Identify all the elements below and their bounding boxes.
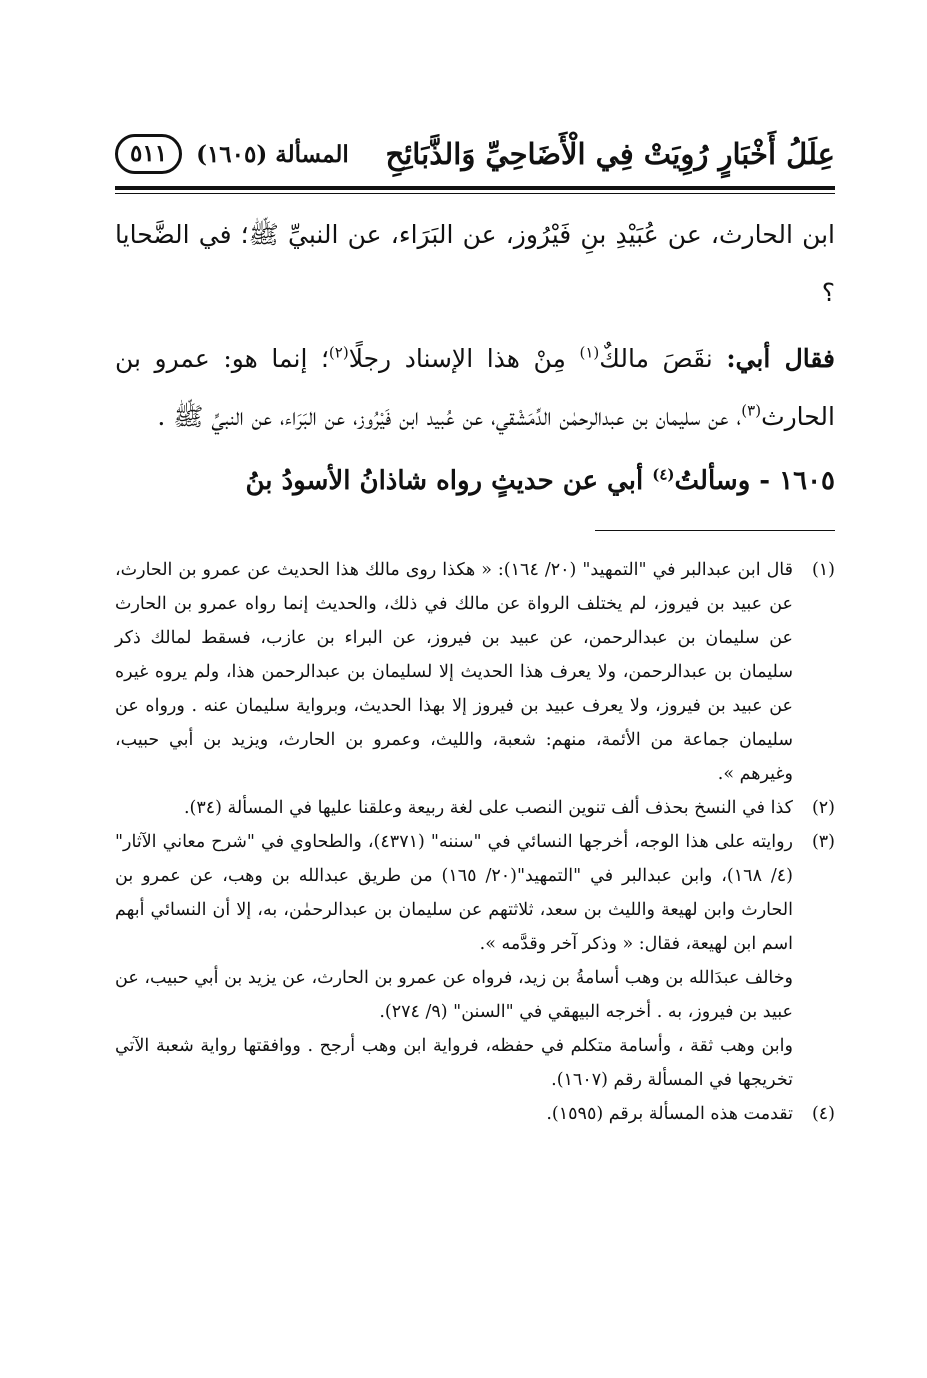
footnote-1 [115,553,835,791]
paragraph-2-d: ، عن سليمان بن عبدالرحمٰن الدِّمَشْقي، عن عُبيد ابن فَيْرُوز، عن البَرَاء، عن النبيِّ ﷺ . [157,402,742,431]
paragraph-2-lead: فقال أبي: [726,344,835,373]
header-title: عِلَلُ أَخْبَارٍ رُوِيَتْ فِي الْأَضَاحِيِّ وَالذَّبَائِحِ [385,137,835,171]
paragraph-3-a: ١٦٠٥ - وسألتُ [674,466,835,496]
paragraph-2-a: نقَصَ مالكٌ [599,344,727,373]
paragraph-3 [115,452,835,510]
footnote-4 [115,1097,835,1131]
footnote-ref-3[interactable]: (٣) [741,401,762,420]
footnote-ref-4[interactable]: (٤) [652,465,675,484]
footnote-separator [595,530,835,531]
footnote-ref-1[interactable]: (١) [579,343,600,362]
footnote-4-text: تقدمت هذه المسألة برقم (١٥٩٥). [546,1104,793,1124]
footnote-4-number: (٤) [811,1104,835,1124]
page-number: ٥١١ [115,134,182,174]
header-meta [115,134,349,174]
footnote-ref-2[interactable]: (٢) [328,343,349,362]
footnote-3-number: (٣) [811,832,835,852]
paragraph-2-b: مِنْ هذا الإسناد رجلًا [348,344,580,373]
footnote-1-number: (١) [811,560,835,580]
footnote-3 [115,825,835,961]
page [115,128,835,1131]
footnote-3-continuation-2: وابن وهب ثقة ، وأسامة متكلم في حفظه، فرواية ابن وهب أرجح . ووافقتها رواية شعبة الآتي تخريجها في المسألة رقم (١٦٠٧). [115,1036,793,1090]
header-rule-thin [115,193,835,194]
header-rule-thick [115,186,835,190]
main-text [115,206,835,510]
header-masala: المسألة (١٦٠٥) [196,140,349,168]
paragraph-3-b: أبي عن حديثٍ رواه شاذانُ الأسودُ بنُ [245,466,653,496]
paragraph-1: ابن الحارث، عن عُبَيْدِ بنِ فَيْرُوز، عن البَرَاء، عن النبيِّ ﷺ؛ في الضَّحايا ؟ [115,220,835,307]
paragraph-2-c: ؛ إنما هو: عمرو بن الحارث [115,344,835,431]
footnote-1-text: قال ابن عبدالبر في "التمهيد" (٢٠/ ١٦٤): « هكذا روى مالك هذا الحديث عن عمرو بن الحارث، عن عبيد بن فيروز، لم يختلف الرواة عن مالك في ذلك، والحديث إنما رواه عمرو بن الحارث عن سليمان بن عبدالرحمن، عن عبيد بن فيروز، عن البراء بن عازب، فسقط لمالك ذكر سليمان بن عبدالرحمن، ولا يعرف هذا الحديث إلا لسليمان بن عبدالرحمن هذا، ولم يروه غيره عن عبيد بن فيروز، ولا يعرف عبيد بن فيروز إلا بهذا الحديث، وبرواية سليمان عنه . ورواه عن سليمان جماعة من الأئمة، منهم: شعبة، والليث، وعمرو بن الحارث، ويزيد بن أبي حبيب، وغيرهم ». [115,560,793,784]
page-header [115,128,835,180]
footnote-2 [115,791,835,825]
footnote-3-text: روايته على هذا الوجه، أخرجها النسائي في "سننه" (٤٣٧١)، والطحاوي في "شرح معاني الآثار" (٤/ ١٦٨)، وابن عبدالبر في "التمهيد"(٢٠/ ١٦٥) من طريق عبدالله بن وهب، عن عمرو بن الحارث وابن لهيعة والليث بن سعد، ثلاثتهم عن سليمان بن عبدالرحمٰن، به، إلا أن النسائي أبهم اسم ابن لهيعة، فقال: « وذكر آخر وقدَّمه ». [115,832,793,954]
footnotes [115,553,835,1131]
footnote-2-number: (٢) [811,798,835,818]
paragraph-2 [115,330,835,446]
footnote-2-text: كذا في النسخ بحذف ألف تنوين النصب على لغة ربيعة وعلقنا عليها في المسألة (٣٤). [183,798,793,818]
footnote-3-continuation-1: وخالف عبدَالله بن وهب أسامةُ بن زيد، فرواه عن عمرو بن الحارث، عن يزيد بن أبي حبيب، عن عبيد بن فيروز، به . أخرجه البيهقي في "السنن" (٩/ ٢٧٤). [115,968,793,1022]
